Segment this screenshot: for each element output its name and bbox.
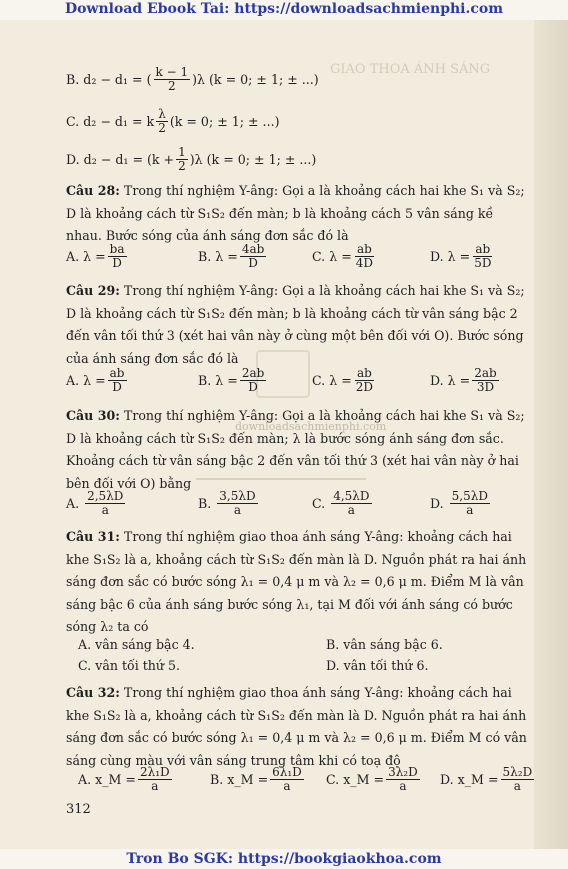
option-lhs: λ =: [329, 249, 352, 264]
q32-option-d: [440, 766, 536, 793]
question-32: [66, 682, 528, 772]
fraction: [270, 766, 304, 793]
q30-option-a: [66, 490, 127, 517]
option-letter: D.: [66, 152, 80, 167]
option-letter: C.: [312, 249, 326, 264]
q29-option-a: [66, 367, 129, 394]
watermark-rule: [196, 478, 366, 480]
option-suffix: )λ (k = 0; ± 1; ± ...): [189, 152, 317, 167]
question-text: Trong thí nghiệm giao thoa ánh sáng Y-âng: khoảng cách hai khe S₁S₂ là a, khoảng cách từ S₁S₂ đến màn là D. Nguồn phát ra hai ánh sáng đơn sắc có bước sóng λ₁ = 0,4 μ m và λ₂ = 0,6 μ m. Điểm M có vân sáng cùng màu với vân sáng trung tâm khi có toạ độ: [66, 685, 527, 768]
denominator: 2: [168, 79, 176, 93]
numerator: ab: [356, 366, 372, 380]
watermark-text: downloadsachmienphi.com: [235, 420, 387, 433]
numerator: k − 1: [155, 65, 189, 79]
option-letter: D.: [326, 658, 340, 673]
option-letter: A.: [66, 373, 80, 388]
denominator: 2: [158, 121, 166, 135]
fraction: [472, 367, 498, 394]
option-letter: A.: [66, 496, 80, 511]
option-text: vân tối thứ 6.: [343, 658, 429, 673]
numerator: 2ab: [241, 366, 265, 380]
question-label: Câu 28:: [66, 183, 120, 198]
option-lhs: λ =: [447, 249, 471, 264]
option-letter: D.: [440, 772, 454, 787]
numerator: λ: [158, 107, 166, 121]
question-text: Trong thí nghiệm giao thoa ánh sáng Y-âng: khoảng cách hai khe S₁S₂ là a, khoảng cách từ S₁S₂ đến màn là D. Nguồn phát ra hai ánh sáng đơn sắc có bước sóng λ₁ = 0,4 μ m và λ₂ = 0,6 μ m. Điểm M là vân sáng bậc 6 của ánh sáng bước sóng λ₁, tại M đối với ánh sáng có bước sóng λ₂ ta có: [66, 529, 527, 634]
fraction: [450, 490, 490, 517]
q30-option-c: [312, 490, 374, 517]
fraction: [108, 367, 127, 394]
option-lhs: x_M =: [95, 772, 136, 787]
option-letter: B.: [66, 72, 80, 87]
numerator: 4ab: [241, 242, 265, 256]
denominator: D: [112, 256, 122, 270]
bleed-through-text: GIAO THOA ÁNH SÁNG: [330, 62, 491, 77]
fraction: [154, 66, 191, 93]
question-label: Câu 29:: [66, 283, 120, 298]
q31-option-d: [326, 658, 429, 673]
top-banner[interactable]: Download Ebook Tai: https://downloadsachmienphi.com: [0, 0, 568, 20]
option-text: vân tối thứ 5.: [95, 658, 181, 673]
numerator: ab: [475, 242, 491, 256]
fraction: [217, 490, 257, 517]
fraction: [85, 490, 125, 517]
option-letter: A.: [66, 249, 80, 264]
question-text: Trong thí nghiệm Y-âng: Gọi a là khoảng cách hai khe S₁ và S₂; D là khoảng cách từ S₁S₂ đến màn; b là khoảng cách 5 vân sáng kề nhau. Bước sóng của ánh sáng đơn sắc đó là: [66, 183, 525, 243]
question-text: Trong thí nghiệm Y-âng: Gọi a là khoảng cách hai khe S₁ và S₂; D là khoảng cách từ S₁S₂ đến màn; λ là bước sóng ánh sáng đơn sắc. Khoảng cách từ vân sáng bậc 2 đến vân tối thứ 3 (xét hai vân này ở hai bên đối với O) bằng: [66, 408, 525, 491]
numerator: ab: [109, 366, 125, 380]
option-letter: B.: [210, 772, 224, 787]
option-suffix: (k = 0; ± 1; ± ...): [169, 114, 280, 129]
q28-option-d: [430, 243, 495, 270]
option-letter: B.: [198, 373, 212, 388]
denominator: a: [347, 503, 355, 517]
option-lhs: λ =: [329, 373, 352, 388]
denominator: 4D: [355, 256, 374, 270]
denominator: 2: [178, 159, 186, 173]
q28-option-c: [312, 243, 377, 270]
denominator: D: [248, 380, 258, 394]
fraction: [501, 766, 535, 793]
numerator: ba: [109, 242, 125, 256]
q32-option-b: [210, 766, 306, 793]
numerator: 5,5λD: [451, 489, 488, 503]
option-lhs: λ =: [83, 249, 106, 264]
denominator: a: [283, 779, 291, 793]
option-text: vân sáng bậc 4.: [95, 637, 195, 652]
q29-option-c: [312, 367, 377, 394]
denominator: a: [151, 779, 159, 793]
fraction: [138, 766, 172, 793]
numerator: 4,5λD: [333, 489, 370, 503]
denominator: 2D: [355, 380, 374, 394]
question-text: Trong thí nghiệm Y-âng: Gọi a là khoảng cách hai khe S₁ và S₂; D là khoảng cách từ S₁S₂ đến màn; b là khoảng cách từ vân sáng bậc 2 đến vân tối thứ 3 (xét hai vân này ở cùng một bên đối với O). Bước sóng của ánh sáng đơn sắc đó là: [66, 283, 525, 366]
denominator: D: [248, 256, 258, 270]
option-lhs: λ =: [447, 373, 471, 388]
option-lhs: x_M =: [457, 772, 499, 787]
fraction: [108, 243, 127, 270]
denominator: a: [233, 503, 241, 517]
option-lhs: x_M =: [227, 772, 269, 787]
q28-option-b: [198, 243, 268, 270]
option-letter: A.: [78, 772, 92, 787]
denominator: a: [101, 503, 109, 517]
option-lhs: λ =: [215, 373, 238, 388]
option-letter: D.: [430, 249, 444, 264]
denominator: a: [399, 779, 407, 793]
option-prefix: d₂ − d₁ = (: [83, 72, 152, 87]
q29-option-d: [430, 367, 501, 394]
option-letter: C.: [312, 373, 326, 388]
q31-option-c: [78, 658, 180, 673]
option-letter: C.: [78, 658, 92, 673]
question-label: Câu 31:: [66, 529, 120, 544]
q28-option-a: [66, 243, 129, 270]
numerator: 2λ₁D: [139, 765, 170, 779]
option-letter: D.: [430, 496, 444, 511]
numerator: 2,5λD: [87, 489, 124, 503]
fraction: [240, 367, 266, 394]
question-30: [66, 405, 528, 495]
option-prefix: d₂ − d₁ = k: [83, 114, 155, 129]
denominator: 3D: [476, 380, 495, 394]
fraction: [354, 243, 375, 270]
numerator: 1: [178, 145, 186, 159]
fraction: [354, 367, 375, 394]
option-lhs: x_M =: [343, 772, 385, 787]
numerator: 3,5λD: [219, 489, 256, 503]
question-28: [66, 180, 528, 248]
option-text: vân sáng bậc 6.: [343, 637, 443, 652]
bleed-through-margin: [534, 0, 568, 869]
fraction: [386, 766, 420, 793]
denominator: D: [112, 380, 122, 394]
denominator: 5D: [474, 256, 492, 270]
denominator: a: [513, 779, 521, 793]
question-label: Câu 30:: [66, 408, 120, 423]
prev-option-d: [66, 146, 316, 173]
option-letter: C.: [326, 772, 340, 787]
numerator: 6λ₁D: [272, 765, 302, 779]
numerator: 3λ₂D: [388, 765, 418, 779]
fraction: [156, 108, 168, 135]
option-prefix: d₂ − d₁ = (k +: [83, 152, 175, 167]
numerator: 2ab: [474, 366, 497, 380]
bottom-banner[interactable]: Tron Bo SGK: https://bookgiaokhoa.com: [0, 849, 568, 869]
numerator: 5λ₂D: [502, 765, 533, 779]
page-number: 312: [66, 802, 91, 817]
denominator: a: [466, 503, 474, 517]
option-lhs: λ =: [215, 249, 238, 264]
option-letter: B.: [198, 496, 212, 511]
q30-option-b: [198, 490, 260, 517]
q31-option-b: [326, 637, 443, 652]
question-label: Câu 32:: [66, 685, 120, 700]
option-suffix: )λ (k = 0; ± 1; ± ...): [192, 72, 319, 87]
option-letter: D.: [430, 373, 444, 388]
q29-option-b: [198, 367, 268, 394]
q32-option-a: [78, 766, 174, 793]
prev-option-c: [66, 108, 279, 135]
option-letter: B.: [198, 249, 212, 264]
fraction: [472, 243, 493, 270]
numerator: ab: [356, 242, 372, 256]
q31-option-a: [78, 637, 195, 652]
fraction: [331, 490, 371, 517]
option-letter: C.: [66, 114, 80, 129]
question-31: [66, 526, 528, 639]
fraction: [240, 243, 266, 270]
option-letter: C.: [312, 496, 326, 511]
option-lhs: λ =: [83, 373, 106, 388]
prev-option-b: [66, 66, 319, 93]
fraction: [176, 146, 188, 173]
option-letter: A.: [78, 637, 92, 652]
option-letter: B.: [326, 637, 340, 652]
q30-option-d: [430, 490, 492, 517]
q32-option-c: [326, 766, 422, 793]
